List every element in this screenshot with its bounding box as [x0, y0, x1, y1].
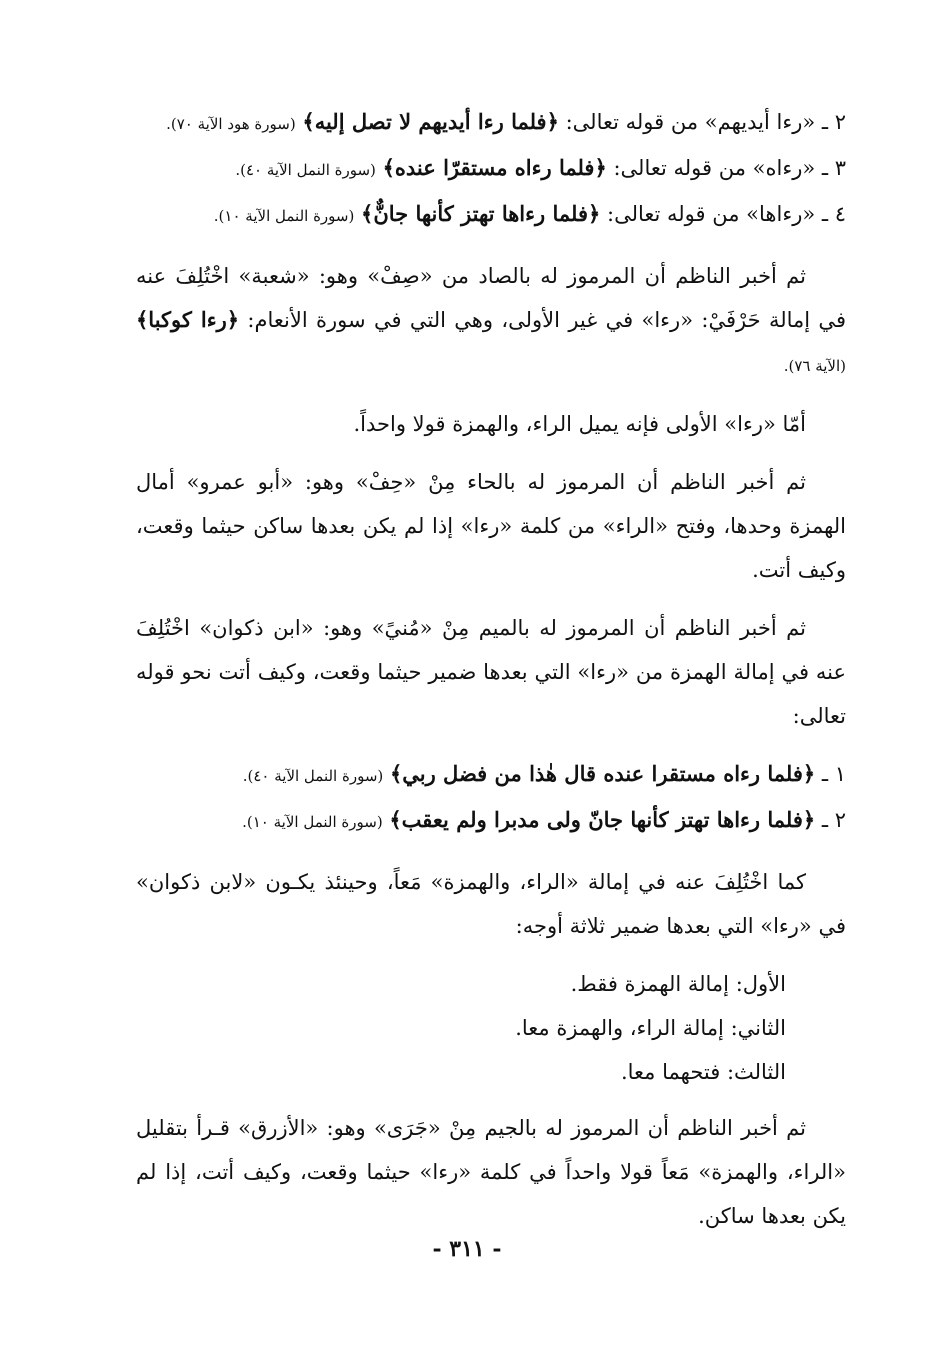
paragraph-ibn-dhakwan	[136, 606, 846, 738]
item-number: ٢ ـ	[821, 110, 846, 134]
paragraph-text: ثم أخبر الناظم أن المرموز له بالميم مِنْ «مُنيً» وهو: «ابن ذكوان» اخْتُلِفَ عنه في إمالة الهمزة من «رءا» التي بعدها ضمير حيثما وقعت، وكيف أتت نحو قوله تعالى:	[136, 616, 846, 728]
item-quote: «رءاه»	[752, 156, 816, 180]
way-text: إمالة الراء، والهمزة معا.	[515, 1016, 724, 1040]
list-item	[136, 100, 846, 146]
paragraph-first-raa	[136, 402, 846, 446]
verse-text: ﴿فلما رءاه مستقرا عنده قال هٰذا من فضل ربي﴾	[389, 761, 816, 786]
way-text: فتحهما معا.	[620, 1060, 721, 1084]
list-item	[136, 192, 846, 238]
item-number: ١ ـ	[821, 762, 846, 786]
verse-reference: (سورة النمل الآية ١٠).	[242, 813, 383, 831]
item-number: ٣ ـ	[821, 156, 846, 180]
verse-text: ﴿رءا كوكبا﴾	[136, 307, 240, 332]
way-label: الثاني:	[730, 1016, 786, 1040]
verse-reference: (سورة النمل الآية ١٠).	[213, 207, 355, 225]
paragraph-text: كما اخْتُلِفَ عنه في إمالة «الراء، والهمزة» مَعاً، وحينئذ يكـون «لابن ذكوان» في «رءا» التي بعدها ضمير ثلاثة أوجه:	[136, 870, 846, 938]
list-item	[136, 752, 846, 798]
verse-reference: (سورة النمل الآية ٤٠).	[235, 161, 376, 179]
page-number: - ٣١١ -	[432, 1236, 502, 1262]
paragraph-text: أمّا «رءا» الأولى فإنه يميل الراء، والهمزة قولا واحداً.	[353, 412, 806, 436]
paragraph-shuba	[136, 254, 846, 388]
way-text: إمالة الهمزة فقط.	[570, 972, 730, 996]
item-quote: «رءاها»	[746, 202, 816, 226]
item-quote: «رءا أيديهم»	[704, 110, 816, 134]
paragraph-three-ways	[136, 860, 846, 948]
paragraph-text: ثم أخبر الناظم أن المرموز له بالحاء مِنْ «حِفْ» وهو: «أبو عمرو» أمال الهمزة وحدها، وفتح «الراء» من كلمة «رءا» إذا لم يكن بعدها ساكن حيثما وقعت، وكيف أتت.	[136, 470, 846, 582]
list-item	[136, 1006, 786, 1050]
way-label: الثالث:	[726, 1060, 786, 1084]
list-item	[136, 962, 786, 1006]
top-examples-list	[136, 100, 846, 238]
item-intro: من قوله تعالى:	[565, 110, 699, 134]
verse-reference: (سورة هود الآية ٧٠).	[166, 115, 296, 133]
item-number: ٤ ـ	[821, 202, 846, 226]
item-intro: من قوله تعالى:	[607, 202, 740, 226]
ways-list	[136, 962, 846, 1094]
paragraph-text: ثم أخبر الناظم أن المرموز له بالجيم مِنْ «جَرَى» وهو: «الأزرق» قـرأ بتقليل «الراء، والهمزة» مَعاً قولا واحداً في كلمة «رءا» حيثما وقعت، وكيف أتت، إذا لم يكن بعدها ساكن.	[136, 1116, 846, 1228]
item-intro: من قوله تعالى:	[613, 156, 746, 180]
paragraph-text: ثم أخبر الناظم أن المرموز له بالصاد من «صِفْ» وهو: «شعبة» اخْتُلِفَ عنه في إمالة حَرْفَيْ: «رءا» في غير الأولى، وهي التي في سورة الأنعام:	[136, 264, 846, 332]
verse-reference: (الآية ٧٦).	[783, 357, 846, 375]
way-label: الأول:	[735, 972, 786, 996]
verse-text: ﴿فلما رءا أيديهم لا تصل إليه﴾	[302, 109, 559, 134]
verse-text: ﴿فلما رءاها تهتز كأنها جانٌّ﴾	[361, 201, 601, 226]
list-item	[136, 798, 846, 844]
list-item	[136, 146, 846, 192]
middle-examples-list	[136, 752, 846, 844]
page-content	[136, 100, 846, 1252]
item-number: ٢ ـ	[821, 808, 846, 832]
paragraph-abu-amr	[136, 460, 846, 592]
verse-text: ﴿فلما رءاه مستقرّا عنده﴾	[382, 155, 607, 180]
verse-text: ﴿فلما رءاها تهتز كأنها جانّ ولى مدبرا ولم يعقب﴾	[389, 807, 816, 832]
list-item	[136, 1050, 786, 1094]
paragraph-azraq	[136, 1106, 846, 1238]
verse-reference: (سورة النمل الآية ٤٠).	[242, 767, 384, 785]
